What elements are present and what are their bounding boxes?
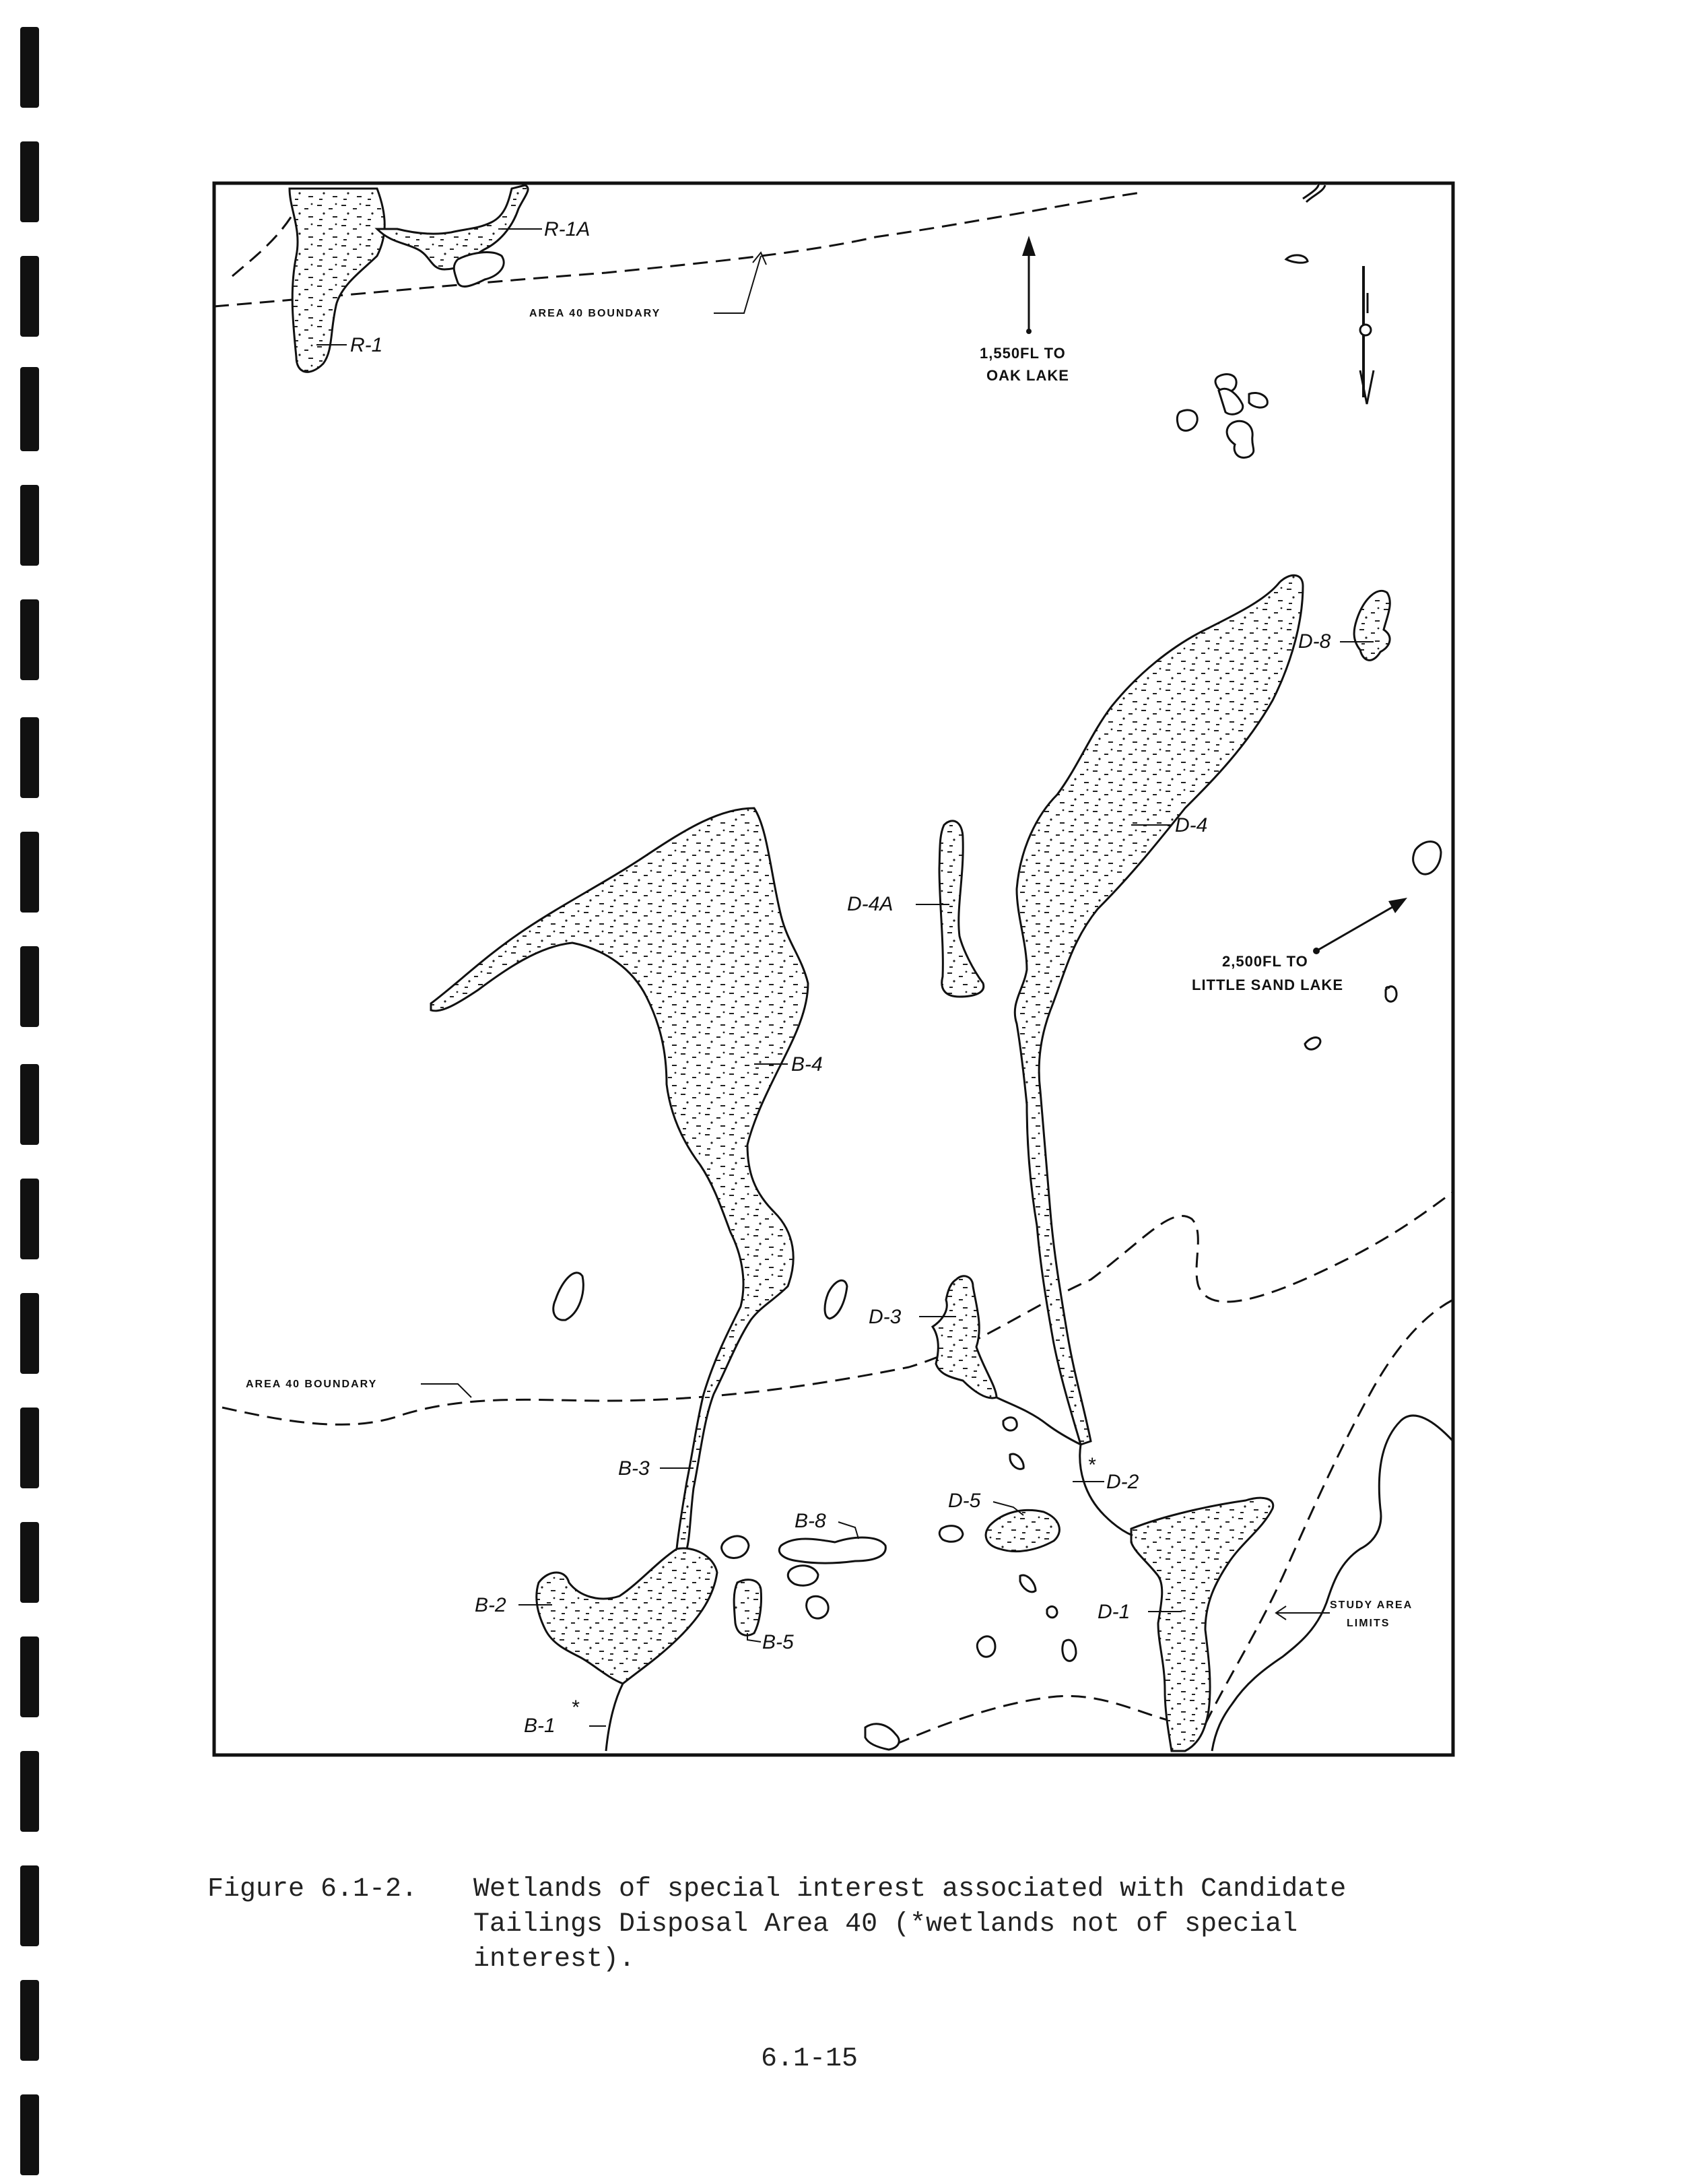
stream-b-1 — [606, 1684, 623, 1751]
wetland-b-4 — [431, 808, 808, 1549]
label-study-area-line2: LIMITS — [1347, 1618, 1390, 1629]
pond — [1177, 410, 1197, 431]
label-b-2: B-2 — [475, 1594, 506, 1616]
little-sand-lake-name-label: LITTLE SAND LAKE — [1192, 977, 1343, 993]
wetland-d-1 — [1131, 1498, 1273, 1751]
area-40-boundary-north-west — [232, 202, 300, 276]
label-d-4a: D-4A — [847, 893, 894, 915]
wetland-r-1a — [377, 185, 528, 269]
binding-hole — [20, 1980, 39, 2061]
little-sand-lake-arrow-icon — [1313, 898, 1407, 954]
label-b-8: B-8 — [795, 1510, 826, 1532]
pond — [1003, 1418, 1017, 1430]
pond — [1413, 842, 1441, 875]
pond — [1386, 987, 1396, 1002]
wetland-b-2 — [537, 1548, 717, 1684]
pond — [722, 1536, 749, 1558]
pond — [1047, 1606, 1057, 1617]
oak-lake-name-label: OAK LAKE — [986, 367, 1069, 384]
little-sand-lake-distance-label: 2,500FL TO — [1222, 953, 1308, 970]
label-study-area-line1: STUDY AREA — [1330, 1599, 1413, 1611]
pond — [1249, 393, 1267, 407]
label-d-1: D-1 — [1098, 1601, 1131, 1623]
label-d-8: D-8 — [1298, 630, 1331, 653]
pond — [1305, 1038, 1320, 1050]
label-d-2-star: * — [1087, 1454, 1096, 1476]
binding-hole — [20, 2094, 39, 2175]
binding-hole — [20, 1865, 39, 1946]
oak-lake-arrow-icon — [1022, 236, 1036, 334]
label-b-1: B-1 — [524, 1715, 555, 1737]
label-d-4: D-4 — [1175, 814, 1208, 836]
pond — [553, 1273, 584, 1320]
wetland-b-8 — [779, 1537, 885, 1563]
label-area-40-boundary-top: AREA 40 BOUNDARY — [529, 308, 661, 319]
page-number: 6.1-15 — [761, 2044, 858, 2074]
label-r-1: R-1 — [350, 334, 383, 356]
figure-number: Figure 6.1-2. — [207, 1874, 418, 1905]
label-area-40-boundary-bottom: AREA 40 BOUNDARY — [246, 1379, 378, 1390]
label-b-3: B-3 — [618, 1457, 650, 1480]
area-40-boundary-bottom — [896, 1696, 1185, 1744]
label-d-2: D-2 — [1106, 1471, 1139, 1493]
pond — [977, 1636, 995, 1657]
pond — [1063, 1640, 1076, 1661]
pond — [1219, 389, 1243, 414]
pond — [1386, 987, 1389, 989]
pond — [1303, 183, 1325, 202]
pond — [865, 1724, 899, 1750]
label-d-5: D-5 — [948, 1490, 981, 1512]
pond — [1227, 421, 1254, 457]
label-b-1-star: * — [571, 1696, 579, 1719]
leader-b-8 — [838, 1522, 858, 1539]
pond — [1286, 255, 1308, 263]
label-b-4: B-4 — [791, 1053, 823, 1076]
pond — [939, 1526, 963, 1542]
leader-area-40-bottom — [421, 1384, 471, 1397]
figure-caption-text: Wetlands of special interest associated with Candidate Tailings Disposal Area 40 (*wetlands not of special interest). — [473, 1874, 1347, 1975]
wetland-d-8 — [1354, 591, 1390, 660]
wetland-d-5 — [986, 1510, 1059, 1551]
wetland-d-3 — [933, 1276, 997, 1398]
pond — [788, 1566, 818, 1586]
oak-lake-distance-label: 1,550FL TO — [980, 345, 1066, 362]
label-r-1a: R-1A — [544, 218, 591, 240]
wetland-d-4a — [939, 821, 984, 997]
pond — [807, 1596, 829, 1618]
label-d-3: D-3 — [869, 1306, 902, 1328]
pond — [1010, 1454, 1023, 1469]
north-arrow-icon — [1360, 266, 1374, 404]
wetland-d-4 — [1015, 575, 1303, 1445]
pond — [825, 1280, 847, 1319]
wetland-b-5 — [734, 1580, 761, 1636]
label-b-5: B-5 — [762, 1631, 794, 1653]
leader-area-40-top — [714, 256, 761, 313]
pond — [1020, 1575, 1036, 1592]
